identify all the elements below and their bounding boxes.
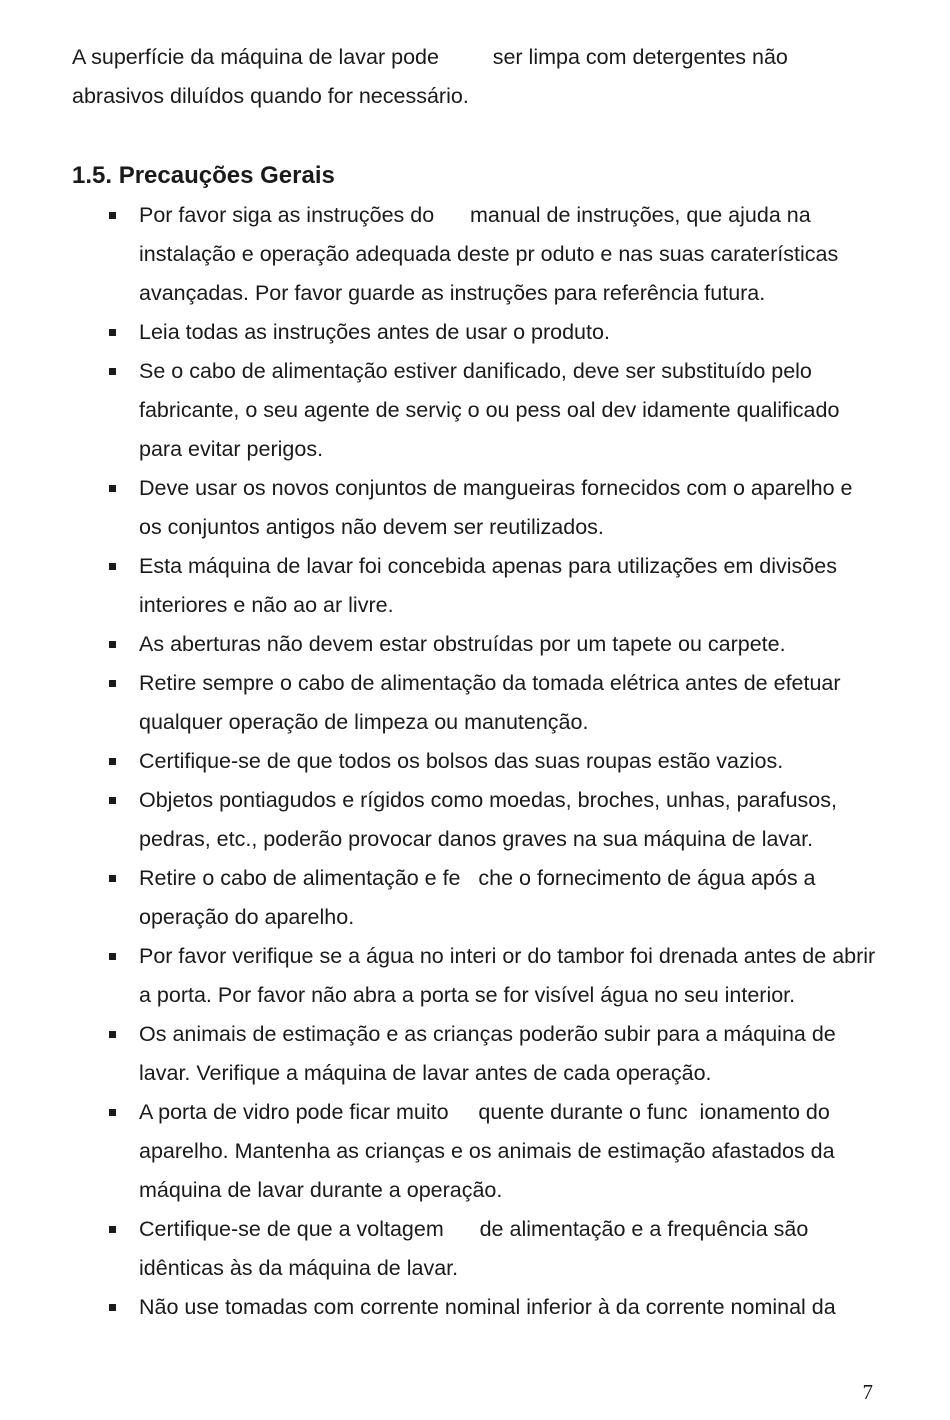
- list-item-text: As aberturas não devem estar obstruídas por um tapete ou carpete.: [139, 632, 786, 656]
- list-item-text: Certifique-se de que todos os bolsos das suas roupas estão vazios.: [139, 749, 784, 773]
- list-item-text: Retire o cabo de alimentação e fe che o fornecimento de água após a operação do aparelho.: [139, 866, 822, 929]
- precautions-list: [72, 196, 882, 1327]
- list-item: [72, 781, 878, 859]
- list-item-text: Se o cabo de alimentação estiver danificado, deve ser substituído pelo fabricante, o seu agente de serviç o ou pess oal dev idamente qualificado para evitar perigos.: [139, 359, 846, 461]
- list-item-text: Objetos pontiagudos e rígidos como moedas, broches, unhas, parafusos, pedras, etc., poderão provocar danos graves na sua máquina de lavar.: [139, 788, 843, 851]
- square-bullet-icon: [109, 797, 116, 804]
- square-bullet-icon: [109, 1031, 116, 1038]
- list-item: [72, 352, 878, 469]
- square-bullet-icon: [109, 212, 116, 219]
- list-item-text: Não use tomadas com corrente nominal inferior à da corrente nominal da: [139, 1295, 836, 1319]
- list-item-text: A porta de vidro pode ficar muito quente durante o func ionamento do aparelho. Mantenha as crianças e os animais de estimação afastados da máquina de lavar durante a operação.: [139, 1100, 841, 1202]
- square-bullet-icon: [109, 485, 116, 492]
- list-item: [72, 664, 878, 742]
- list-item-text: Por favor verifique se a água no interi or do tambor foi drenada antes de abrir a porta. Por favor não abra a porta se for visível água no seu interior.: [139, 944, 882, 1007]
- square-bullet-icon: [109, 563, 116, 570]
- square-bullet-icon: [109, 1109, 116, 1116]
- list-item: [72, 196, 878, 313]
- list-item: [72, 547, 878, 625]
- list-item: [72, 1288, 878, 1327]
- square-bullet-icon: [109, 953, 116, 960]
- document-page: [72, 38, 882, 1327]
- list-item: [72, 859, 878, 937]
- square-bullet-icon: [109, 368, 116, 375]
- list-item: [72, 937, 882, 1015]
- intro-paragraph: A superfície da máquina de lavar pode ser limpa com detergentes não abrasivos diluídos quando for necessário.: [72, 45, 794, 108]
- list-item-text: Os animais de estimação e as crianças poderão subir para a máquina de lavar. Verifique a máquina de lavar antes de cada operação.: [139, 1022, 842, 1085]
- square-bullet-icon: [109, 875, 116, 882]
- list-item: [72, 742, 878, 781]
- square-bullet-icon: [109, 1226, 116, 1233]
- square-bullet-icon: [109, 1304, 116, 1311]
- list-item-text: Deve usar os novos conjuntos de mangueiras fornecidos com o aparelho e os conjuntos antigos não devem ser reutilizados.: [139, 476, 859, 539]
- square-bullet-icon: [109, 641, 116, 648]
- list-item-text: Por favor siga as instruções do manual de instruções, que ajuda na instalação e operação adequada deste pr oduto e nas suas caraterísticas avançadas. Por favor guarde as instruções para referência futura.: [139, 203, 845, 305]
- list-item: [72, 1210, 878, 1288]
- list-item-text: Certifique-se de que a voltagem de alimentação e a frequência são idênticas às da máquina de lavar.: [139, 1217, 815, 1280]
- list-item: [72, 625, 878, 664]
- list-item: [72, 313, 878, 352]
- list-item-text: Esta máquina de lavar foi concebida apenas para utilizações em divisões interiores e não ao ar livre.: [139, 554, 843, 617]
- list-item: [72, 1015, 878, 1093]
- square-bullet-icon: [109, 680, 116, 687]
- square-bullet-icon: [109, 329, 116, 336]
- section-heading: 1.5. Precauções Gerais: [72, 162, 335, 189]
- list-item-text: Retire sempre o cabo de alimentação da tomada elétrica antes de efetuar qualquer operação de limpeza ou manutenção.: [139, 671, 847, 734]
- list-item: [72, 469, 878, 547]
- page-number: 7: [862, 1380, 873, 1404]
- square-bullet-icon: [109, 758, 116, 765]
- list-item-text: Leia todas as instruções antes de usar o produto.: [139, 320, 610, 344]
- list-item: [72, 1093, 878, 1210]
